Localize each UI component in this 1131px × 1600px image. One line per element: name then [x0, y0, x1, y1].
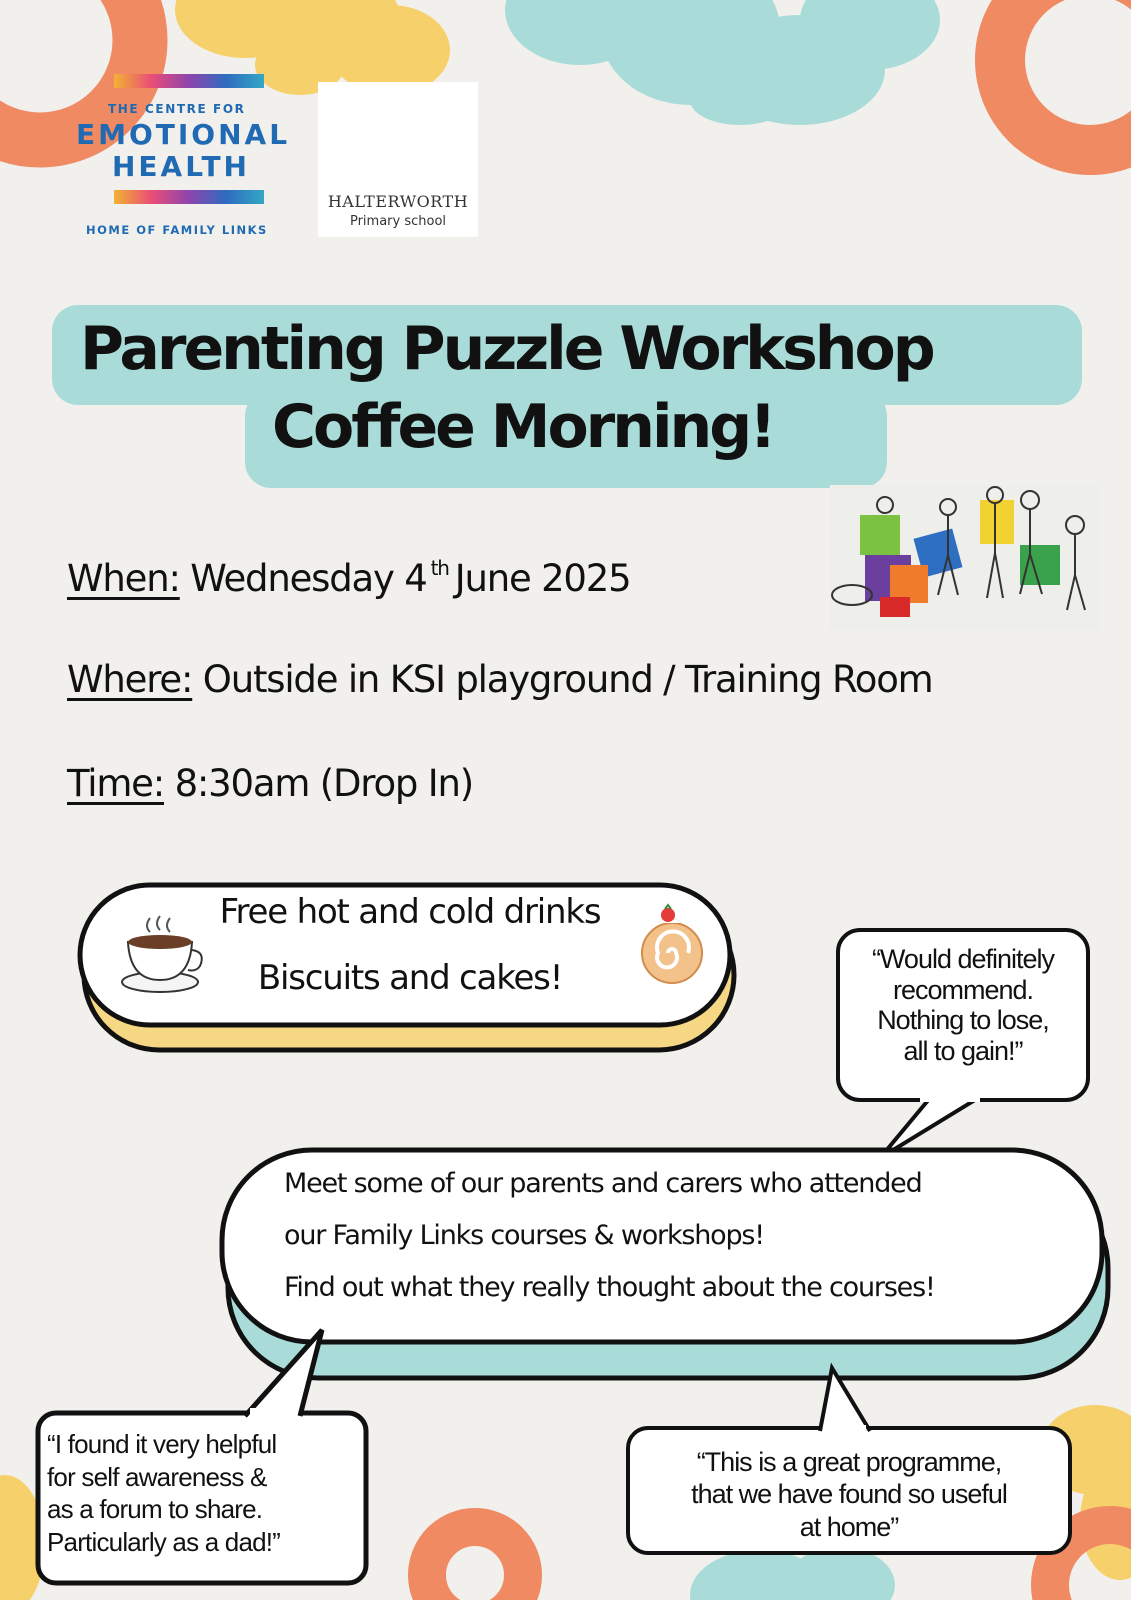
time-label: Time: [67, 762, 165, 805]
refreshments-line-1: Free hot and cold drinks [219, 892, 601, 932]
meet-line-1: Meet some of our parents and carers who attended [284, 1168, 922, 1199]
where-row [67, 658, 933, 701]
when-ordinal-suffix: th [430, 556, 449, 580]
when-label: When: [67, 557, 180, 600]
quote-1: “Would definitely recommend. Nothing to lose, all to gain!” [871, 944, 1055, 1066]
logo-line-emotional: EMOTIONAL [76, 118, 291, 151]
when-row [67, 556, 630, 600]
time-row [67, 762, 473, 805]
refreshments-line-2: Biscuits and cakes! [257, 958, 563, 998]
logo-rainbow-bar [114, 74, 264, 88]
coral-ring-bottom-left [427, 1527, 523, 1600]
logo-tagline: HOME OF FAMILY LINKS [86, 223, 268, 237]
meet-line-3: Find out what they really thought about the courses! [284, 1272, 935, 1303]
logo-line-centre-for: THE CENTRE FOR [108, 102, 246, 116]
jigsaw-families-illustration [830, 485, 1100, 630]
when-value: Wednesday 4 $^{th}$ June 2025 [190, 556, 631, 600]
page-title-line-1: Parenting Puzzle Workshop [80, 314, 933, 384]
school-subtitle: Primary school [349, 214, 447, 229]
time-value: 8:30am (Drop In) [174, 762, 473, 805]
quote-2: “I found it very helpful for self awareness & as a forum to share. Particularly as a dad!” [47, 1429, 281, 1557]
meet-line-2: our Family Links courses & workshops! [284, 1220, 764, 1251]
teal-cloud-top [505, 0, 940, 125]
logo-line-health: HEALTH [112, 150, 250, 183]
where-value: Outside in KSI playground / Training Room [202, 658, 933, 701]
where-label: Where: [67, 658, 193, 701]
centre-for-emotional-health-logo [70, 72, 300, 247]
page-title-line-2: Coffee Morning! [272, 392, 774, 462]
coral-ring-top-right [1000, 0, 1131, 150]
logo-rainbow-bar [114, 190, 264, 204]
quote-3: “This is a great programme, that we have found so useful at home” [691, 1447, 1007, 1542]
halterworth-school-logo [318, 82, 478, 237]
school-name: HALTERWORTH [327, 192, 469, 211]
